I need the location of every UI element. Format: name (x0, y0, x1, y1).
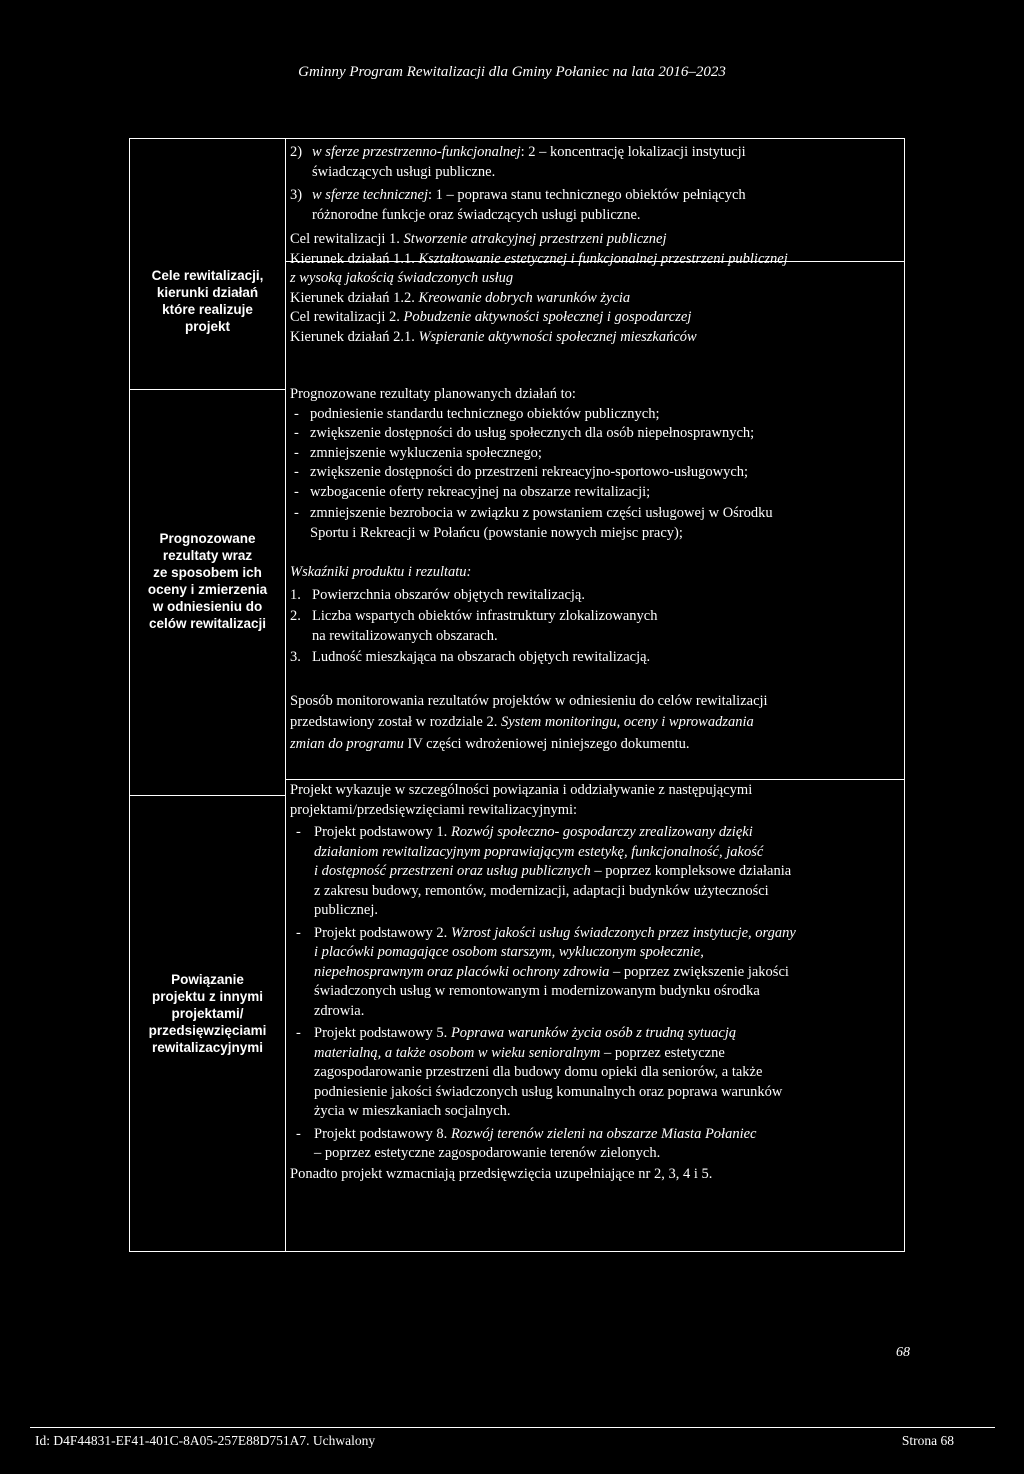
kierunek-dzialan-1-1: Kierunek działań 1.1. Kształtowanie estetycznej i funkcjonalnej przestrzeni publicznej (290, 250, 788, 267)
monitoring-text: Sposób monitorowania rezultatów projektów w odniesieniu do celów rewitalizacji (290, 692, 768, 709)
projekt-podstawowy-2: - Projekt podstawowy 2. Wzrost jakości usług świadczonych przez instytucje, organy (296, 924, 796, 941)
row-divider (130, 795, 285, 796)
sfera-przestrzenno-funkcjonalna: 2) w sferze przestrzenno-funkcjonalnej: 2 – koncentrację lokalizacji instytucji (290, 144, 746, 160)
label-cele-rewitalizacji: Cele rewitalizacji, kierunki działań które realizuje projekt (151, 268, 264, 334)
list-item: - zmniejszenie wykluczenia społecznego; (294, 444, 542, 461)
wskazniki-heading: Wskaźniki produktu i rezultatu: (290, 564, 472, 580)
label-powiazanie-projektu: Powiązanie projektu z innymi projektami/ przedsięwzięciami rewitalizacyjnymi (148, 972, 267, 1055)
list-item: 3. Ludność mieszkająca na obszarach objętych rewitalizacją. (290, 649, 651, 665)
projekt-podstawowy-1: - Projekt podstawowy 1. Rozwój społeczno- gospodarczy zrealizowany dzięki (296, 824, 753, 840)
kierunek-dzialan-1-2: Kierunek działań 1.2. Kreowanie dobrych warunków życia (290, 289, 631, 306)
list-item: - zwiększenie dostępności do przestrzeni rekreacyjno-sportowo-usługowych; (294, 464, 749, 480)
projekt-podstawowy-5: - Projekt podstawowy 5. Poprawa warunków życia osób z trudną sytuacją (296, 1025, 737, 1041)
list-item: - wzbogacenie oferty rekreacyjnej na obszarze rewitalizacji; (294, 483, 651, 500)
projekt-podstawowy-8: - Projekt podstawowy 8. Rozwój terenów zieleni na obszarze Miasta Połaniec (296, 1125, 757, 1142)
list-item: - zmniejszenie bezrobocia w związku z powstaniem części usługowej w Ośrodku Sportu i Rekreacji w Połańcu (powstanie nowych miejsc pracy); (294, 505, 773, 541)
footer-page-label: Strona 68 (901, 1433, 954, 1448)
row-divider (130, 389, 285, 390)
list-item: - zwiększenie dostępności do usług społecznych dla osób niepełnosprawnych; (294, 425, 755, 441)
list-item: - podniesienie standardu technicznego obiektów publicznych; (294, 405, 660, 422)
powiazanie-content: Projekt wykazuje w szczególności powiązania i oddziaływanie z następującymi projektami/przedsięwzięciami rewitalizacyjnymi: - Projekt podstawowy 1. Rozwój społeczno- gospodarczy zrealizowany dzięki działaniom rewitalizacyjnym poprawiającym estetykę, funkcjonalność, jakość i dostępność przestrzeni oraz usług publicznych – poprzez kompleksowe działania z zakresu budowy, remontów, modernizacji, adaptacji budynków użyteczności publicznej. - Projekt podstawowy 2. Wzrost jakości usług świadczonych przez instytucje, organy i placówki pomagające osobom starszym, wykluczonym społecznie, niepełnosprawnym oraz placówki ochrony zdrowia – poprzez zwiększenie jakości świadczonych usług w remontowanym i modernizowanym budynku ośrodka zdrowia. - Projekt podstawowy 5. Poprawa warunków życia osób z trudną sytuacją materialną, a także osobom w wieku senioralnym – poprzez estetyczne zagospodarowanie przestrzeni dla budowy domu opieki dla seniorów, a także podniesienie jakości świadczonych usług komunalnych oraz poprawa warunków życia w mieszkaniach socjalnych. - Projekt podstawowy 8. Rozwój terenów zieleni na obszarze Miasta Połaniec – poprzez estetyczne zagospodarowanie terenów zielonych. Ponadto projekt wzmacniają przedsięwzięcia uzupełniające nr 2, 3, 4 i 5. (290, 781, 902, 1184)
column-divider (285, 139, 286, 1251)
list-item: 1. Powierzchnia obszarów objętych rewitalizacją. (290, 586, 585, 603)
row-divider (285, 779, 905, 780)
cel-rewitalizacji-2: Cel rewitalizacji 2. Pobudzenie aktywności społecznej i gospodarczej (290, 309, 692, 325)
project-table (129, 138, 905, 1252)
label-prognozowane-rezultaty: Prognozowane rezultaty wraz ze sposobem ich oceny i zmierzenia w odniesieniu do celów rewitalizacji (147, 531, 268, 631)
sfera-techniczna: 3) w sferze technicznej: 1 – poprawa stanu technicznego obiektów pełniących (290, 187, 746, 203)
closing-text: Ponadto projekt wzmacniają przedsięwzięcia uzupełniające nr 2, 3, 4 i 5. (290, 1165, 713, 1182)
cel-rewitalizacji-1: Cel rewitalizacji 1. Stworzenie atrakcyjnej przestrzeni publicznej (290, 231, 667, 247)
footer-document-id: Id: D4F44831-EF41-401C-8A05-257E88D751A7. Uchwalony (35, 1433, 376, 1448)
rezultaty-content: Prognozowane rezultaty planowanych działań to: - podniesienie standardu technicznego obiektów publicznych; - zwiększenie dostępności do usług społecznych dla osób niepełnosprawnych; - zmniejszenie wykluczenia społecznego; - zwiększenie dostępności do przestrzeni rekreacyjno-sportowo-usługowych; - wzbogacenie oferty rekreacyjnej na obszarze rewitalizacji; - zmniejszenie bezrobocia w związku z powstaniem części usługowej w Ośrodku Sportu i Rekreacji w Połańcu (powstanie nowych miejsc pracy); Wskaźniki produktu i rezultatu: 1. Powierzchnia obszarów objętych rewitalizacją. 2. Liczba wspartych obiektów infrastruktury zlokalizowanych na rewitalizowanych obszarach. 3. Ludność mieszkająca na obszarach objętych rewitalizacją. Sposób monitorowania rezultatów projektów w odniesieniu do celów rewitalizacji przedstawiony został w rozdziale 2. System monitoringu, oceny i wprowadzania zmian do programu IV części wdrożeniowej niniejszego dokumentu. (290, 385, 902, 754)
running-header: Gminny Program Rewitalizacji dla Gminy Połaniec na lata 2016–2023 (298, 64, 726, 80)
page-number: 68 (896, 1345, 910, 1360)
list-item: 2. Liczba wspartych obiektów infrastruktury zlokalizowanych (290, 608, 658, 624)
footer-divider (30, 1427, 995, 1428)
cele-content: 2) w sferze przestrzenno-funkcjonalnej: 2 – koncentrację lokalizacji instytucji świadczących usługi publiczne. 3) w sferze technicznej: 1 – poprawa stanu technicznego obiektów pełniących różnorodne funkcje oraz świadczących usługi publiczne. Cel rewitalizacji 1. Stworzenie atrakcyjnej przestrzeni publicznej Kierunek działań 1.1. Kształtowanie estetycznej i funkcjonalnej przestrzeni publicznej z wysoką jakością świadczonych usług Kierunek działań 1.2. Kreowanie dobrych warunków życia Cel rewitalizacji 2. Pobudzenie aktywności społecznej i gospodarczej Kierunek działań 2.1. Wspieranie aktywności społecznej mieszkańców (290, 143, 902, 347)
kierunek-dzialan-2-1: Kierunek działań 2.1. Wspieranie aktywności społecznej mieszkańców (290, 328, 697, 345)
